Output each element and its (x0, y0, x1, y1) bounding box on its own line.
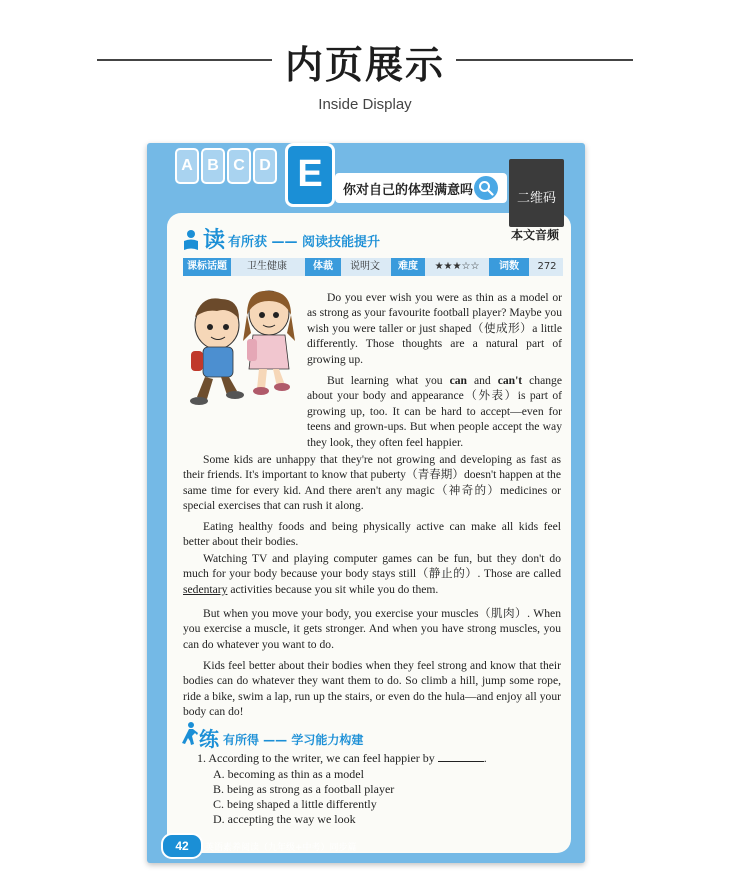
page-title: 内页展示 (284, 43, 445, 87)
question-option: A. becoming as thin as a model (213, 767, 364, 781)
kids-illustration (181, 285, 301, 415)
info-value-genre: 说明文 (350, 261, 380, 272)
page-subtitle: Inside Display (318, 96, 412, 113)
info-key-genre: 体裁 (305, 258, 341, 276)
audio-label: 本文音频 (511, 228, 560, 242)
unit-title: 你对自己的体型满意吗 (343, 183, 474, 198)
passage-paragraph: Kids feel better about their bodies when they feel strong and know that their bodies can do whatever they want them to do. So climb a hill, jump some rope, ride a bike, swim a lap, run up the stairs, or even do the hula—and enjoy all your body can do! (183, 659, 561, 719)
runner-icon (180, 721, 198, 745)
qr-code-label: 二维码 (516, 191, 556, 206)
question-option: B. being as strong as a football player (213, 782, 395, 796)
info-bar (183, 258, 563, 276)
unit-tab-b: B (201, 148, 225, 184)
reader-icon (183, 229, 199, 251)
info-key-difficulty: 难度 (391, 258, 425, 276)
unit-tab-a: A (175, 148, 199, 184)
book-page-photo (147, 143, 585, 863)
unit-tab-c: C (227, 148, 251, 184)
passage-paragraph: But learning what you can and can't change about your body and appearance（外表）is part of growing up, too. It can be hard to accept—even for teens and grown-ups. But when people accept the way they look, they often feel happier. (307, 374, 562, 449)
info-key-topic: 课标话题 (183, 258, 231, 276)
passage-paragraph: Do you ever wish you were as thin as a model or as strong as your favourite football player? Maybe you wish you were taller or just shaped（使成形）a little differently. Those thoughts are a natural part of growing up. (307, 291, 562, 366)
section-practice-subtitle: 有所得 —— 学习能力构建 (223, 733, 364, 747)
question-stem: 1. According to the writer, we can feel happier by . (197, 751, 487, 765)
info-value-wordcount: 272 (537, 261, 557, 272)
unit-tab-e: E (285, 143, 335, 207)
section-practice-title: 练 (199, 727, 219, 751)
info-key-wordcount: 词数 (489, 258, 529, 276)
passage-paragraph: Eating healthy foods and being physically active can make all kids feel better about their bodies. (183, 520, 561, 549)
unit-tab-d: D (253, 148, 277, 184)
page-number: 42 (161, 833, 203, 859)
book-footer-title: 英语素养阅读（九年级+中考）同步篇 (205, 843, 357, 853)
question-option: C. being shaped a little differently (213, 797, 377, 811)
passage-paragraph: Watching TV and playing computer games can be fun, but they don't do much for your body because your body stays still（静止的）. Those are called sedentary activities because you sit while you do them. (183, 552, 561, 596)
passage-paragraph: But when you move your body, you exercise your muscles（肌肉）. When you exercise a muscle, it gets stronger. And when you have strong muscles, you can do whatever you want to do. (183, 607, 561, 651)
answer-blank (438, 751, 484, 762)
search-icon (474, 176, 498, 200)
section-read-title: 读 (203, 228, 226, 253)
info-value-difficulty: ★★★☆☆ (434, 261, 480, 272)
info-value-topic: 卫生健康 (247, 261, 287, 272)
section-read-subtitle: 有所获 —— 阅读技能提升 (228, 235, 381, 250)
passage-paragraph: Some kids are unhappy that they're not growing and developing as fast as their friends. It's important to know that puberty（青春期）doesn't happen at the same time for every kid. And there aren't any magic（神奇的）medicines or special exercises that can rush it along. (183, 453, 562, 513)
question-option: D. accepting the way we look (213, 812, 356, 826)
